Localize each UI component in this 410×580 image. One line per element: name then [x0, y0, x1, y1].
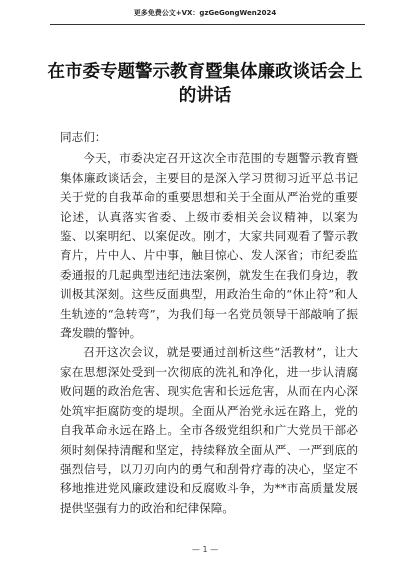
header-banner: 更多免费公文+VX：gzGeGongWen2024 — [133, 9, 277, 17]
document-title: 在市委专题警示教育暨集体廉政谈话会上的讲话 — [47, 62, 363, 106]
paragraph: 召开这次会议，就是要通过剖析这些“活教材”，让大家在思想深处受到一次彻底的洗礼和净化，进一步认清腐败问题的政治危害、现实危害和长远危害，从而在内心深处筑牢拒腐防变的堤坝。全面从严治党永远在路上，党的自我革命永远在路上。全市各级党组织和广大党员干部必须时刻保持清醒和坚定，持续释放全面从严、一严到底的强烈信号，以刀刃向内的勇气和刮骨疗毒的决心，坚定不移地推进党风廉政建设和反腐败斗争，为**市高质量发展提供坚强有力的政治和纪律保障。 — [60, 345, 358, 515]
document-body — [60, 128, 358, 518]
paragraph: 今天，市委决定召开这次全市范围的专题警示教育暨集体廉政谈话会，主要目的是深入学习贯彻习近平总书记关于党的自我革命的重要思想和关于全面从严治党的重要论述，认真落实省委、上级市委相关会议精神，以案为鉴、以案明纪、以案促改。刚才，大家共同观看了警示教育片，片中人、片中事，触目惊心、发人深省；市纪委监委通报的几起典型违纪违法案例，就发生在我们身边，教训极其深刻。这些反面典型，用政治生命的“休止符”和人生轨迹的“急转弯”，为我们每一名党员领导干部敲响了振聋发聩的警钟。 — [60, 151, 358, 341]
salutation: 同志们： — [60, 130, 107, 144]
page-number: — 1 — — [191, 545, 219, 554]
header-divider — [50, 24, 365, 25]
